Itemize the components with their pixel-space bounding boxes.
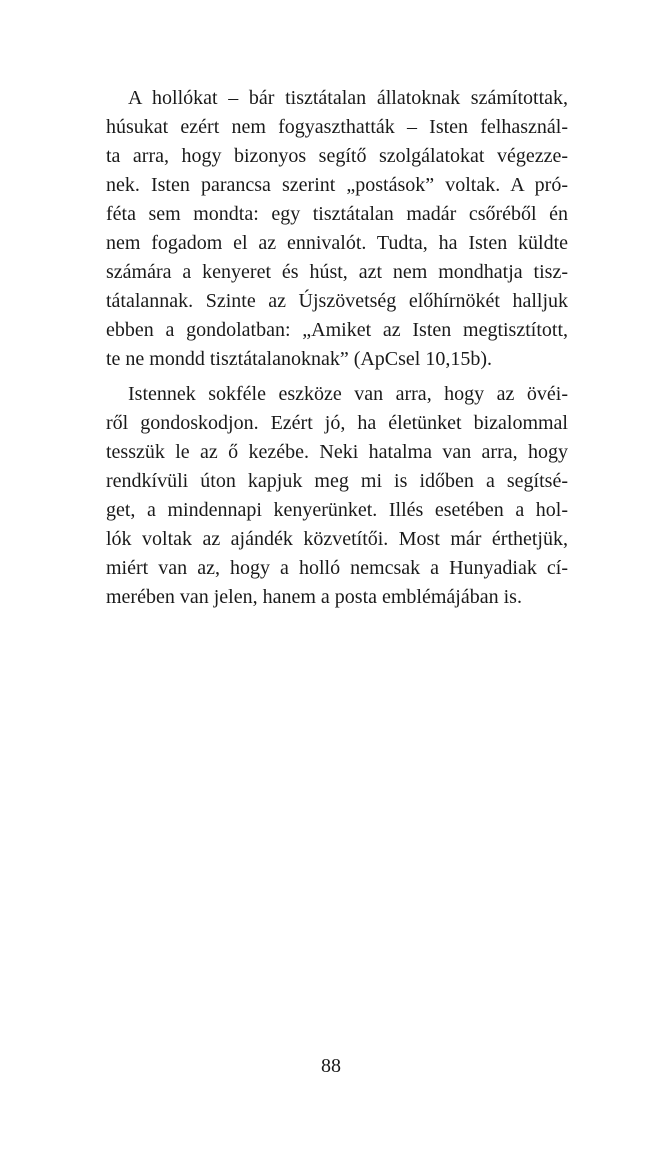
text-line: A hollókat – bár tisztátalan állatoknak számítottak, — [128, 87, 568, 109]
body-text — [106, 84, 568, 612]
text-line: merében van jelen, hanem a posta emblémájában is. — [106, 586, 522, 608]
page-number: 88 — [321, 1055, 341, 1077]
text-line: ebben a gondolatban: „Amiket az Isten megtisztított, — [106, 319, 568, 341]
text-line: ta arra, hogy bizonyos segítő szolgálatokat végezze- — [106, 145, 568, 167]
text-line: nek. Isten parancsa szerint „postások” voltak. A pró- — [106, 174, 568, 196]
text-line: húsukat ezért nem fogyaszthatták – Isten felhasznál- — [106, 116, 568, 138]
text-line: tátalannak. Szinte az Újszövetség előhírnökét halljuk — [106, 290, 568, 312]
paragraph-1 — [106, 84, 568, 374]
text-line: tesszük le az ő kezébe. Neki hatalma van arra, hogy — [106, 441, 568, 463]
text-line: nem fogadom el az ennivalót. Tudta, ha Isten küldte — [106, 232, 568, 254]
text-line: te ne mondd tisztátalanoknak” (ApCsel 10,15b). — [106, 348, 493, 370]
text-line: ről gondoskodjon. Ezért jó, ha életünket bizalommal — [106, 412, 568, 434]
paragraph-2 — [106, 380, 568, 612]
text-line: féta sem mondta: egy tisztátalan madár csőréből én — [106, 203, 568, 225]
text-line: get, a mindennapi kenyerünket. Illés esetében a hol- — [106, 499, 568, 521]
text-line: lók voltak az ajándék közvetítői. Most már érthetjük, — [106, 528, 568, 550]
text-line: rendkívüli úton kapjuk meg mi is időben a segítsé- — [106, 470, 568, 492]
text-line: miért van az, hogy a holló nemcsak a Hunyadiak cí- — [106, 557, 568, 579]
text-line: számára a kenyeret és húst, azt nem mondhatja tisz- — [106, 261, 568, 283]
text-line: Istennek sokféle eszköze van arra, hogy az övéi- — [128, 383, 568, 405]
